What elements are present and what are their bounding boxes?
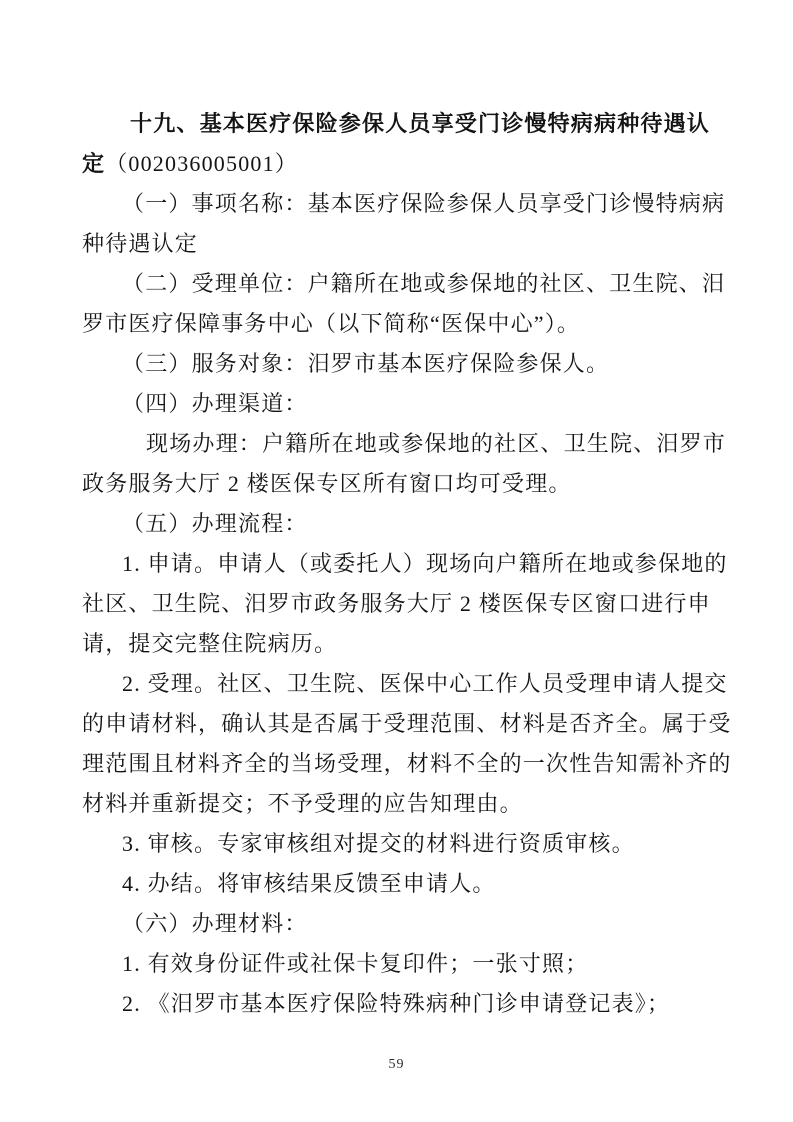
document-line bbox=[82, 464, 711, 504]
text-segment: 社区、卫生院、汨罗市政务服务大厅 2 楼医保专区窗口进行申 bbox=[82, 591, 711, 616]
page-number: 59 bbox=[388, 1057, 405, 1072]
document-line bbox=[82, 784, 711, 824]
text-segment: 理范围且材料齐全的当场受理，材料不全的一次性告知需补齐的 bbox=[82, 751, 732, 776]
text-segment: （六）办理材料： bbox=[122, 911, 308, 936]
text-segment: 3. 审核。专家审核组对提交的材料进行资质审核。 bbox=[122, 831, 635, 856]
text-segment: （五）办理流程： bbox=[122, 511, 308, 536]
document-line bbox=[82, 624, 711, 664]
text-segment: 1. 有效身份证件或社保卡复印件；一张寸照； bbox=[122, 951, 589, 976]
document-line bbox=[82, 744, 732, 784]
title-text-segment: 十九、基本医疗保险参保人员享受门诊慢特病病种待遇认 bbox=[130, 111, 711, 136]
text-segment: （002036005001） bbox=[105, 151, 299, 176]
document-line bbox=[82, 824, 711, 864]
text-segment: （一）事项名称：基本医疗保险参保人员享受门诊慢特病病 bbox=[122, 191, 726, 216]
document-body bbox=[82, 104, 732, 1024]
text-segment: （二）受理单位：户籍所在地或参保地的社区、卫生院、汨 bbox=[122, 271, 726, 296]
document-line bbox=[82, 904, 711, 944]
text-segment: 材料并重新提交；不予受理的应告知理由。 bbox=[82, 791, 523, 816]
text-segment: 政务服务大厅 2 楼医保专区所有窗口均可受理。 bbox=[82, 471, 572, 496]
document-line bbox=[82, 184, 726, 224]
document-line bbox=[82, 424, 727, 464]
document-line bbox=[82, 544, 728, 584]
document-line bbox=[82, 944, 711, 984]
text-segment: （三）服务对象：汨罗市基本医疗保险参保人。 bbox=[122, 351, 610, 376]
document-line bbox=[82, 664, 728, 704]
text-segment: 种待遇认定 bbox=[82, 231, 199, 256]
text-segment: 请，提交完整住院病历。 bbox=[82, 631, 338, 656]
text-segment: 现场办理：户籍所在地或参保地的社区、卫生院、汨罗市 bbox=[146, 431, 727, 456]
document-line bbox=[82, 344, 711, 384]
text-segment: （四）办理渠道： bbox=[122, 391, 308, 416]
text-segment: 2. 《汨罗市基本医疗保险特殊病种门诊申请登记表》； bbox=[122, 991, 671, 1016]
text-segment: 的申请材料，确认其是否属于受理范围、材料是否齐全。属于受 bbox=[82, 711, 732, 736]
document-line bbox=[82, 704, 732, 744]
document-line bbox=[82, 864, 711, 904]
document-line bbox=[82, 264, 726, 304]
document-line bbox=[82, 384, 711, 424]
text-segment: 1. 申请。申请人（或委托人）现场向户籍所在地或参保地的 bbox=[122, 551, 728, 576]
text-segment: 4. 办结。将审核结果反馈至申请人。 bbox=[122, 871, 496, 896]
document-title-line bbox=[82, 104, 711, 144]
document-line bbox=[82, 224, 711, 264]
document-line bbox=[82, 984, 711, 1024]
document-line bbox=[82, 504, 711, 544]
text-segment: 2. 受理。社区、卫生院、医保中心工作人员受理申请人提交 bbox=[122, 671, 728, 696]
document-title-line bbox=[82, 144, 711, 184]
text-segment: 罗市医疗保障事务中心（以下简称“医保中心”）。 bbox=[82, 311, 581, 336]
document-line bbox=[82, 304, 711, 344]
document-line bbox=[82, 584, 711, 624]
title-text-segment: 定 bbox=[82, 151, 106, 176]
